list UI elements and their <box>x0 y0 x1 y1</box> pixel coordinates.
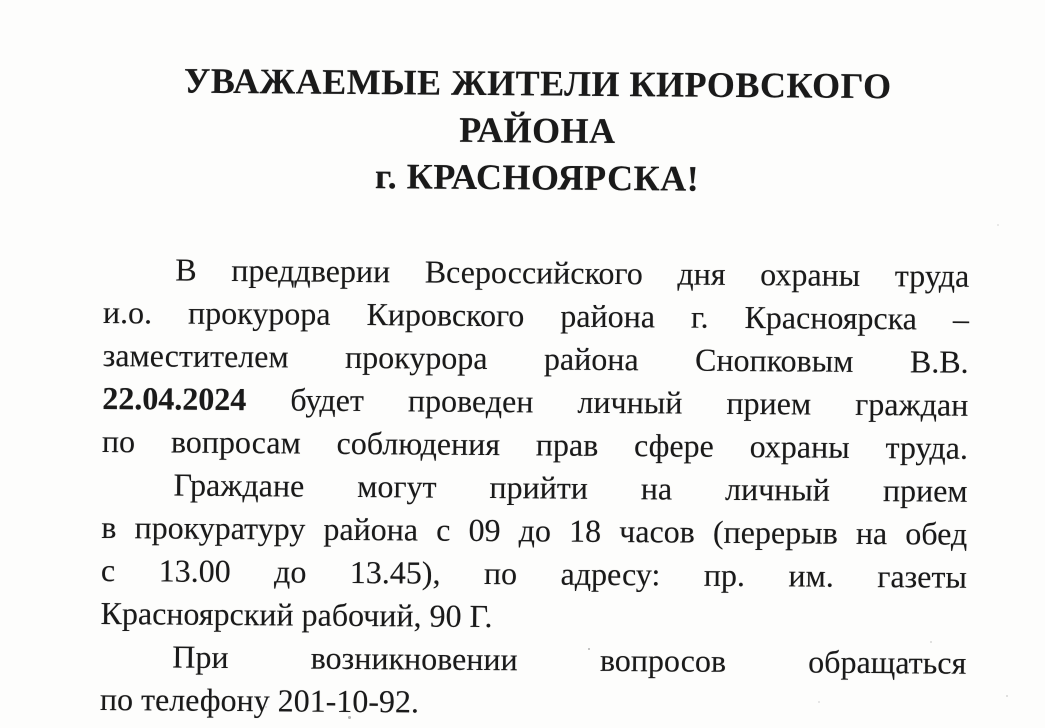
scan-speck <box>388 692 390 694</box>
scan-speck <box>265 706 267 708</box>
notice-body <box>100 248 970 728</box>
paragraph2-line3: с 13.00 до 13.45), по адресу: пр. им. газеты <box>100 551 968 595</box>
scan-speck <box>818 701 820 703</box>
title-line-1: УВАЖАЕМЫЕ ЖИТЕЛИ КИРОВСКОГО РАЙОНА <box>183 60 892 152</box>
paragraph1-line1: В преддверии Всероссийского дня охраны труда <box>175 251 970 294</box>
paragraph1-line5: по вопросам соблюдения прав сфере охраны труда. <box>101 422 969 466</box>
title-line-2: г. КРАСНОЯРСКА! <box>374 156 700 199</box>
paragraph2-line1: Граждане могут прийти на личный прием <box>173 466 968 509</box>
paragraph2-line2: в прокуратуру района с 09 до 18 часов (перерыв на обед <box>101 508 968 552</box>
paragraph1-line2: и.о. прокурора Кировского района г. Красноярска – <box>102 293 970 337</box>
scan-speck <box>348 716 351 719</box>
paragraph3-line1: При возникновении вопросов обращаться <box>172 638 967 681</box>
scan-speck <box>588 648 590 650</box>
scan-speck <box>1006 695 1008 697</box>
notice-title <box>104 57 971 205</box>
scan-speck <box>997 224 999 226</box>
scan-speck <box>930 641 932 643</box>
paragraph1-line4 <box>102 377 968 427</box>
paragraph1-line4-text: будет проведен личный прием граждан <box>290 381 969 423</box>
notice-content <box>100 57 971 728</box>
reception-date: 22.04.2024 <box>102 379 247 418</box>
paragraph2-line4: Красноярский рабочий, 90 Г. <box>100 594 493 635</box>
paragraph3-line2: по телефону 201-10-92. <box>99 680 420 720</box>
paragraph1-line3: заместителем прокурора района Снопковым В.В. <box>102 336 969 380</box>
